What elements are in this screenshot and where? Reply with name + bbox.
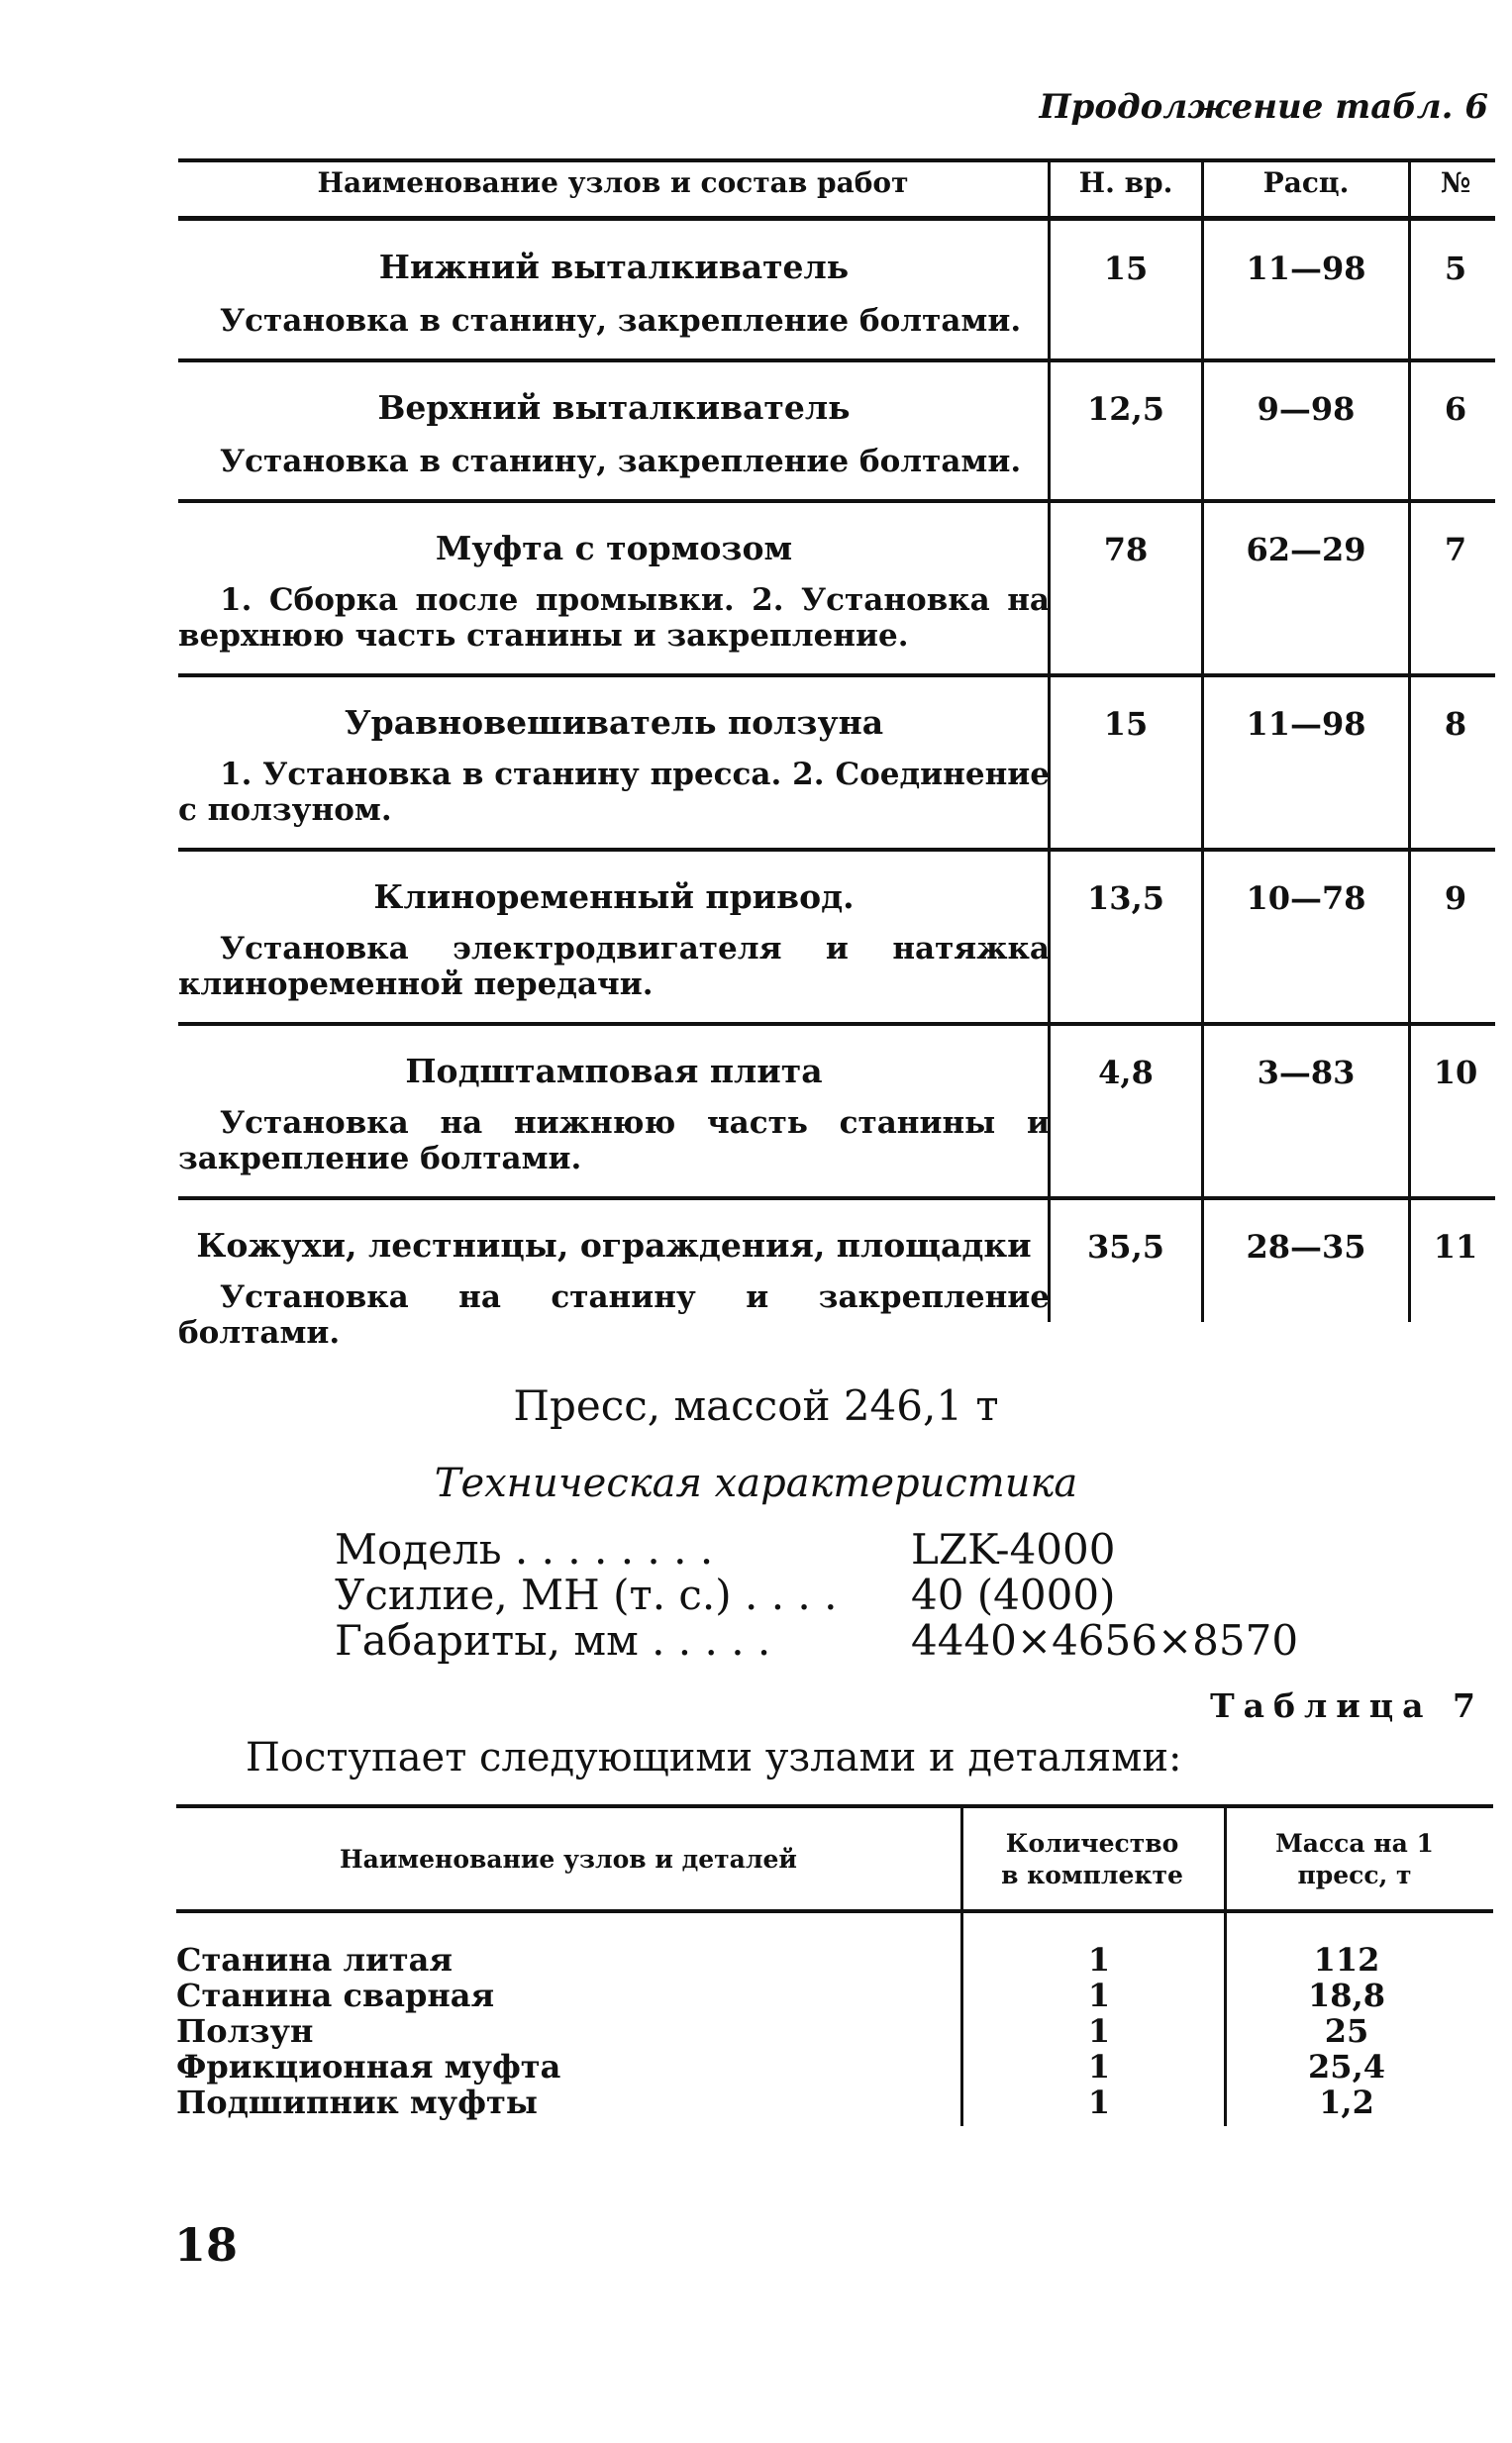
row-divider xyxy=(178,1022,1495,1026)
table-row-qty: 1 xyxy=(1087,2048,1111,2086)
column-divider xyxy=(960,1804,963,2126)
row-divider xyxy=(178,358,1495,362)
column-divider xyxy=(1224,1804,1227,2126)
table-row-qty: 1 xyxy=(1087,1941,1111,1979)
table-row-qty: 1 xyxy=(1087,2084,1111,2121)
row-desc: Установка в станину, закрепление болтами. xyxy=(220,303,1022,339)
row-rate: 28—35 xyxy=(1246,1228,1366,1266)
row-no: 6 xyxy=(1444,390,1467,428)
row-title: Нижний выталкиватель xyxy=(378,248,850,286)
row-desc: 1. Сборка после промывки. 2. Установка на верхнюю часть станины и закрепление. xyxy=(178,582,1050,654)
row-norm: 4,8 xyxy=(1098,1054,1154,1091)
table-row-mass: 25,4 xyxy=(1308,2048,1385,2086)
spec-label-dimensions: Габариты, мм . . . . . xyxy=(335,1616,771,1665)
spec-value-force: 40 (4000) xyxy=(911,1571,1116,1619)
row-rate: 11—98 xyxy=(1246,250,1366,287)
row-norm: 15 xyxy=(1103,250,1149,287)
row-norm: 12,5 xyxy=(1087,390,1164,428)
header-bottom-rule xyxy=(176,1909,1493,1913)
row-rate: 10—78 xyxy=(1246,879,1366,917)
table-top-rule xyxy=(176,1804,1493,1808)
table-row-qty: 1 xyxy=(1087,2012,1111,2050)
row-desc: 1. Установка в станину пресса. 2. Соединение с ползуном. xyxy=(178,757,1050,828)
row-norm: 15 xyxy=(1103,705,1149,743)
spec-value-dimensions: 4440×4656×8570 xyxy=(911,1616,1299,1665)
row-title: Муфта с тормозом xyxy=(435,529,793,567)
row-no: 11 xyxy=(1433,1228,1478,1266)
row-norm: 78 xyxy=(1103,531,1149,568)
row-no: 7 xyxy=(1444,531,1467,568)
table-row-mass: 25 xyxy=(1324,2012,1369,2050)
table-row-name: Ползун xyxy=(176,2012,314,2050)
row-title: Подштамповая плита xyxy=(405,1052,823,1090)
table-row-mass: 18,8 xyxy=(1308,1977,1385,2014)
header-no: № xyxy=(1440,166,1471,199)
spec-label-model: Модель . . . . . . . . xyxy=(335,1525,714,1574)
row-divider xyxy=(178,1196,1495,1200)
row-desc: Установка в станину, закрепление болтами. xyxy=(220,444,1022,479)
row-desc: Установка на станину и закрепление болтами. xyxy=(178,1279,1050,1351)
row-no: 8 xyxy=(1444,705,1467,743)
table-row-name: Станина литая xyxy=(176,1941,453,1979)
row-norm: 13,5 xyxy=(1087,879,1164,917)
table-row-name: Фрикционная муфта xyxy=(176,2048,561,2086)
spec-value-model: LZK-4000 xyxy=(911,1525,1116,1574)
table-row-qty: 1 xyxy=(1087,1977,1111,2014)
header-name: Наименование узлов и деталей xyxy=(340,1845,797,1874)
table-row-mass: 1,2 xyxy=(1319,2084,1374,2121)
row-rate: 3—83 xyxy=(1257,1054,1356,1091)
row-title: Кожухи, лестницы, ограждения, площадки xyxy=(196,1226,1032,1265)
continuation-label: Продолжение табл. 6 xyxy=(1039,87,1488,127)
row-no: 9 xyxy=(1444,879,1467,917)
row-no: 10 xyxy=(1433,1054,1478,1091)
row-norm: 35,5 xyxy=(1087,1228,1164,1266)
row-rate: 11—98 xyxy=(1246,705,1366,743)
row-rate: 9—98 xyxy=(1257,390,1356,428)
row-desc: Установка электродвигателя и натяжка клиноременной передачи. xyxy=(178,931,1050,1002)
table-7-caption: Поступает следующими узлами и деталями: xyxy=(246,1735,1182,1781)
row-rate: 62—29 xyxy=(1246,531,1366,568)
row-no: 5 xyxy=(1444,250,1467,287)
page-number: 18 xyxy=(174,2218,239,2272)
header-name: Наименование узлов и состав работ xyxy=(317,166,909,199)
table-row-name: Станина сварная xyxy=(176,1977,495,2014)
header-norm: Н. вр. xyxy=(1078,166,1173,199)
table-row-name: Подшипник муфты xyxy=(176,2084,538,2121)
row-divider xyxy=(178,499,1495,503)
header-rate: Расц. xyxy=(1262,166,1350,199)
table-top-rule xyxy=(178,158,1495,162)
row-divider xyxy=(178,848,1495,852)
header-qty: Количество в комплекте xyxy=(1001,1829,1183,1889)
row-divider xyxy=(178,673,1495,677)
header-mass: Масса на 1 пресс, т xyxy=(1275,1829,1434,1889)
row-title: Уравновешиватель ползуна xyxy=(344,703,884,742)
spec-label-force: Усилие, МН (т. с.) . . . . xyxy=(335,1571,838,1619)
row-title: Верхний выталкиватель xyxy=(377,388,851,427)
table-7-label: Таблица 7 xyxy=(1210,1686,1484,1725)
spec-title: Техническая характеристика xyxy=(434,1461,1078,1506)
table-row-mass: 112 xyxy=(1313,1941,1380,1979)
row-title: Клиноременный привод. xyxy=(373,877,855,916)
header-bottom-rule xyxy=(178,216,1495,221)
row-desc: Установка на нижнюю часть станины и закрепление болтами. xyxy=(178,1105,1050,1176)
press-title: Пресс, массой 246,1 т xyxy=(513,1381,999,1430)
